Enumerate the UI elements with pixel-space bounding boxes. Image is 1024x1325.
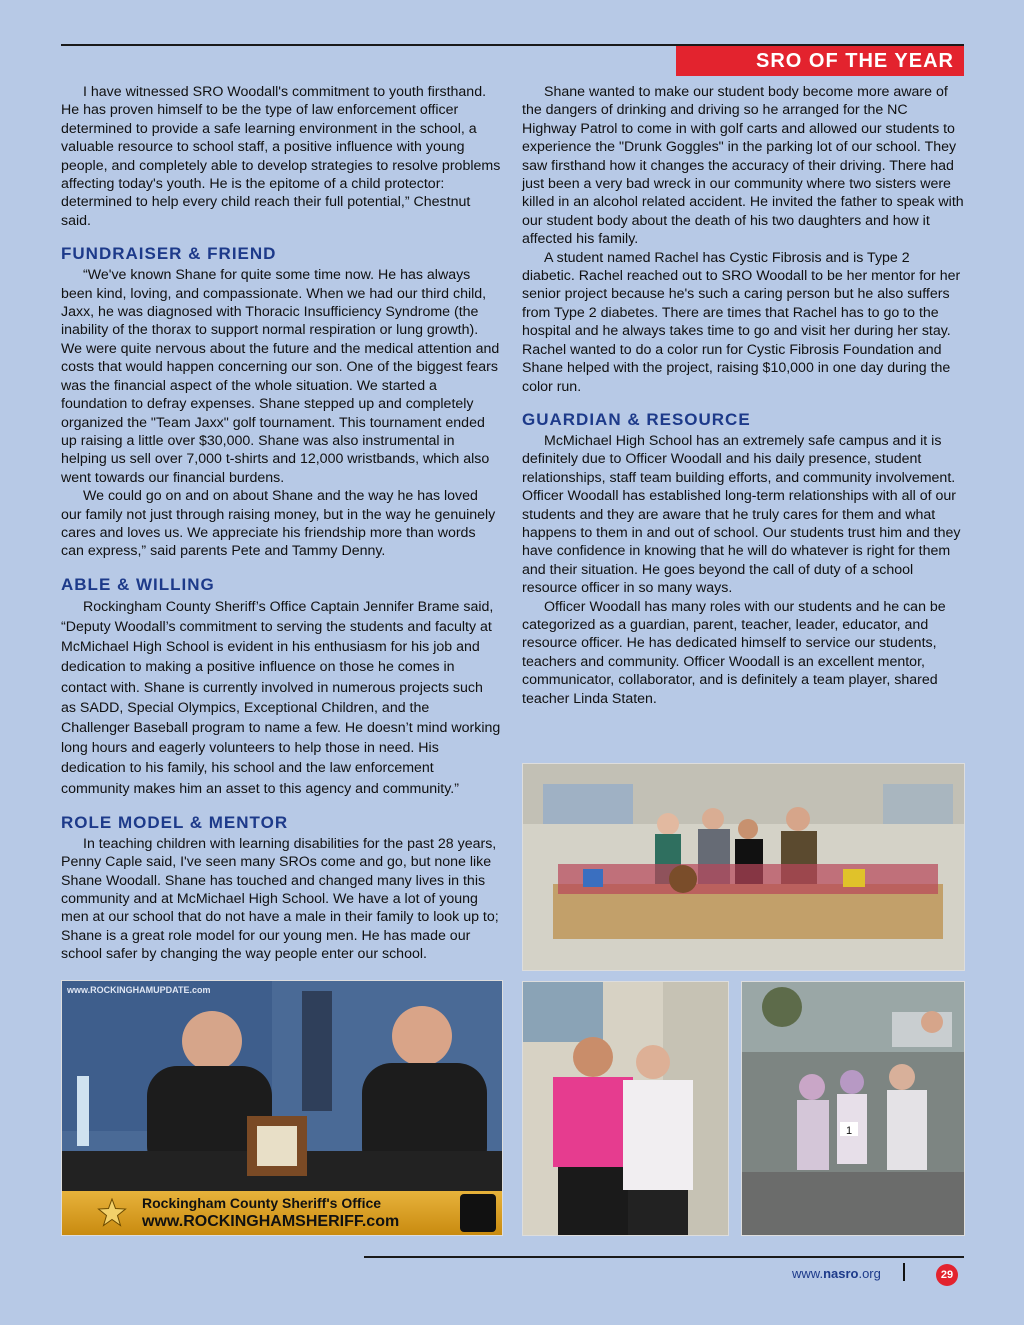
bottom-rule <box>364 1256 964 1258</box>
sheriff-star-icon <box>97 1198 127 1228</box>
paragraph: McMichael High School has an extremely safe campus and it is definitely due to Officer Woodall and his daily presence, student relationships, staff team building efforts, and community involvement. Officer Woodall has established long-term relationships with all of our students and they are aware that he truly cares for them and what happens to them in and out of school. Our students trust him and they have confidence in knowing that he will do whatever is right for them and their situation. He goes beyond the call of duty of a school resource officer in so many ways. <box>522 432 961 597</box>
photo-studio-interview <box>61 980 503 1236</box>
subheading-fundraiser: FUNDRAISER & FRIEND <box>61 244 277 264</box>
paragraph: Shane wanted to make our student body become more aware of the dangers of drinking and driving so he arranged for the NC Highway Patrol to come in with golf carts and allowed our students to experience the "Drunk Goggles" in the parking lot of our school. They saw firsthand how it changes the accuracy of their driving. There had just been a very bad wreck in our community where two sisters were killed in an alcohol related accident. He invited the father to speak with our student body about the death of his two daughters and how it affected his family. <box>522 84 964 248</box>
toy-donation-scene <box>523 764 964 970</box>
paragraph: We could go on and on about Shane and the way he has loved our family not just through raising money, but in the way he genuinely cares and loves us. We appreciate his friendship more than words can express,” said parents Pete and Tammy Denny. <box>61 488 496 560</box>
paragraph: I have witnessed SRO Woodall's commitment to youth firsthand. He has proven himself to be the type of law enforcement officer determined to provide a safe learning environment in the school, a valuable resource to school staff, a positive influence with young people, and completely able to develop strategies to resolve problems affecting today's youth. He is the epitome of a child protector: determined to help every child reach their full potential,” Chestnut said. <box>61 84 501 229</box>
paragraph: “We've known Shane for quite some time now. He has always been kind, loving, and compassionate. When we had our third child, Jaxx, he was diagnosed with Thoracic Insufficiency Syndrome (the inability of the thorax to support normal respiration or lung growth). We were quite nervous about the future and the medical attention and costs that would happen concerning our son. One of the biggest fears was the financial aspect of the whole situation. We started a foundation to defray expenses. Shane stepped up and completely organized the "Team Jaxx" golf tournament. This tournament ended up raising a little over $30,000. Shane was also instrumental in helping us sell over 7,000 t-shirts and 12,000 wristbands, which also went towards our financial burdens. <box>61 267 500 486</box>
photo-officer-with-student <box>522 981 729 1236</box>
sheriff-website: www.ROCKINGHAMSHERIFF.com <box>142 1213 400 1230</box>
left-column <box>61 83 501 964</box>
photo-color-run <box>741 981 965 1236</box>
sheriff-office-name: Rockingham County Sheriff's Office <box>142 1195 382 1211</box>
paragraph: A student named Rachel has Cystic Fibrosis and is Type 2 diabetic. Rachel reached out to SRO Woodall to be her mentor for her senior project because he's such a caring person but he also suffers from Type 2 diabetes. There are times that Rachel has to go to the hospital and he always takes time to go and visit her during her stay. Rachel wanted to do a color run for Cystic Fibrosis Foundation and Shane helped with the project, raising $10,000 in one day during the color run. <box>522 249 961 395</box>
footer-website-link[interactable]: www.nasro.org <box>792 1266 881 1281</box>
sheriff-caption-bar <box>62 1191 502 1235</box>
race-bib-number: 1 <box>846 1125 853 1137</box>
subheading-role-model: ROLE MODEL & MENTOR <box>61 812 289 832</box>
officer-student-scene <box>523 982 728 1235</box>
paragraph: Rockingham County Sheriff’s Office Captain Jennifer Brame said, “Deputy Woodall’s commitment to serving the students and faculty at McMichael High School is evident in his enthusiasm for his job and dedication to making a positive influence on those he comes in contact with. Shane is currently involved in numerous projects such as SADD, Special Olympics, Exceptional Children, and the Challenger Baseball program to name a few. He doesn’t mind working long hours and eagerly volunteers to help those in need. His dedication to his family, his school and the law enforcement community makes him an asset to this agency and community.” <box>61 598 501 797</box>
paragraph: Officer Woodall has many roles with our students and he can be categorized as a guardian, parent, teacher, leader, educator, and resource officer. He has dedicated himself to service our students, teachers and community. Officer Woodall is an excellent mentor, communicator, collaborator, and is definitely a team player, shared teacher Linda Staten. <box>522 598 946 707</box>
subheading-able: ABLE & WILLING <box>61 574 215 594</box>
color-run-scene <box>742 982 964 1235</box>
paragraph: In teaching children with learning disabilities for the past 28 years, Penny Caple said, I've seen many SROs come and go, but none like Shane Woodall. Shane has touched and changed many lives in this community and at McMichael High School. We have a lot of young men at our school that do not have a male in their family to look up to; Shane is a great role model for our young men. He has made our school safer by changing the way people enter our school. <box>61 835 499 963</box>
right-column <box>522 83 964 708</box>
sheriff-badge-icon <box>460 1194 496 1232</box>
page-number: 29 <box>936 1264 958 1286</box>
footer-separator <box>903 1263 905 1281</box>
subheading-guardian: GUARDIAN & RESOURCE <box>522 409 751 429</box>
studio-watermark: www.ROCKINGHAMUPDATE.com <box>67 985 211 995</box>
photo-toy-donation <box>522 763 965 971</box>
section-banner: SRO OF THE YEAR <box>676 46 964 76</box>
